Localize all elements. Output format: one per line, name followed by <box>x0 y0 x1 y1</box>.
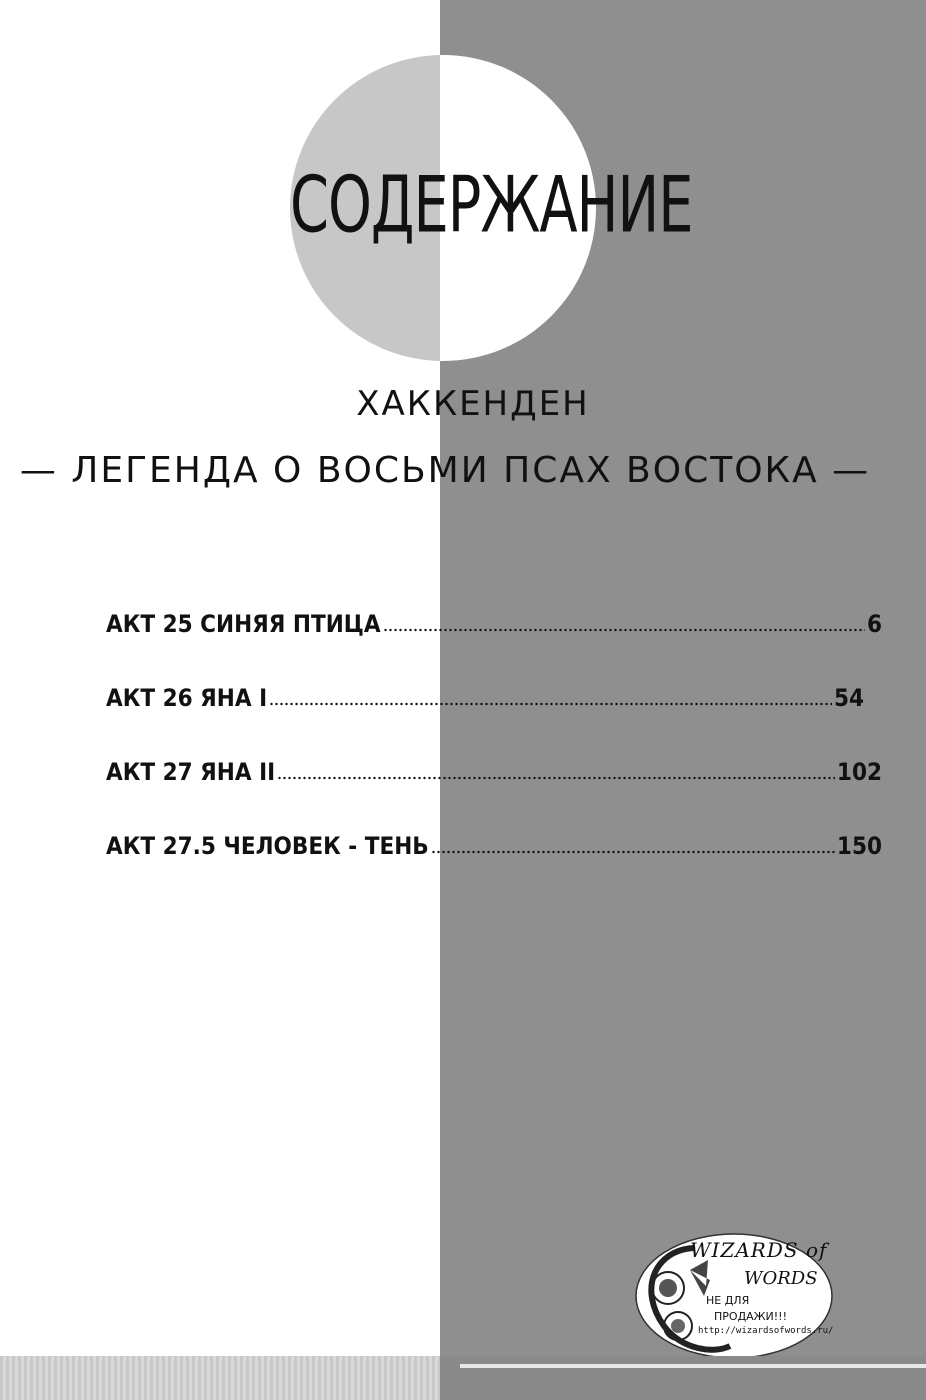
toc-entry-page: 54 <box>833 684 864 712</box>
toc-entry-label: АКТ 27.5 ЧЕЛОВЕК - ТЕНЬ <box>106 832 429 860</box>
toc-entry[interactable] <box>106 604 882 638</box>
dot-leader <box>431 850 835 854</box>
scanlation-badge <box>634 1230 834 1360</box>
toc-entry[interactable] <box>106 752 882 786</box>
toc-entry[interactable] <box>106 678 864 712</box>
dot-leader <box>277 776 835 780</box>
badge-text-wizards: WIZARDS of <box>690 1238 828 1262</box>
bottom-band <box>0 1356 926 1400</box>
bottom-band-strip <box>460 1364 926 1368</box>
toc-entry-page: 6 <box>866 610 882 638</box>
toc-entry[interactable] <box>106 826 882 860</box>
badge-url: http://wizardsofwords.ru/ <box>698 1326 834 1336</box>
series-name: ХАККЕНДЕН <box>356 384 590 424</box>
toc-entry-label: АКТ 25 СИНЯЯ ПТИЦА <box>106 610 381 638</box>
bottom-band-right <box>440 1356 926 1400</box>
badge-text-sale: ПРОДАЖИ!!! <box>714 1310 787 1323</box>
dot-leader <box>383 628 865 632</box>
bottom-band-left <box>0 1356 440 1400</box>
toc-entry-page: 150 <box>836 832 882 860</box>
page-title: СОДЕРЖАНИЕ <box>290 158 693 251</box>
series-subtitle: — ЛЕГЕНДА О ВОСЬМИ ПСАХ ВОСТОКА — <box>19 450 871 491</box>
toc-entry-label: АКТ 26 ЯНА I <box>106 684 268 712</box>
toc-entry-label: АКТ 27 ЯНА II <box>106 758 276 786</box>
badge-text-words: WORDS <box>744 1268 818 1289</box>
dot-leader <box>269 702 832 706</box>
toc-entry-page: 102 <box>836 758 882 786</box>
badge-text-not-for: НЕ ДЛЯ <box>706 1294 750 1307</box>
